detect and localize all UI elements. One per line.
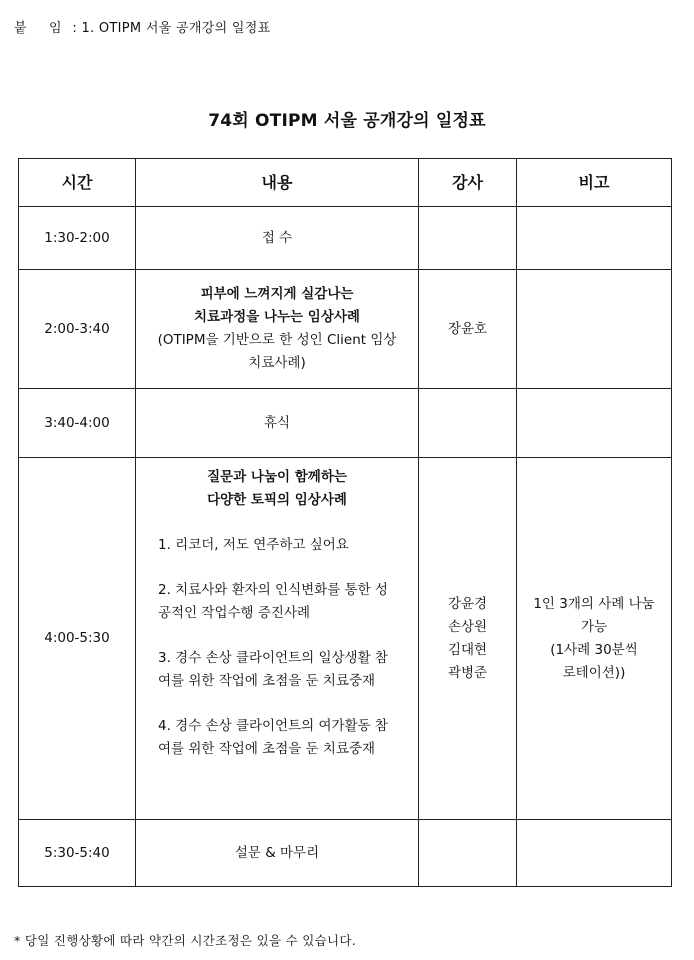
content-title-line: 질문과 나눔이 함께하는 — [207, 469, 347, 485]
row-lecturer: 장윤호 — [419, 270, 517, 389]
note-line: 가능 — [580, 618, 608, 635]
header-time: 시간 — [19, 159, 136, 207]
row-lecturer — [419, 207, 517, 270]
header-content: 내용 — [136, 159, 419, 207]
row-content — [136, 458, 419, 820]
content-sub-line: (OTIPM을 기반으로 한 성인 Client 임상 — [157, 332, 397, 348]
row-content: 접 수 — [136, 207, 419, 270]
attachment-text: : 1. OTIPM 서울 공개강의 일정표 — [72, 21, 271, 36]
row-note — [517, 458, 672, 820]
case-item: 1. 리코더, 저도 연주하고 싶어요 — [158, 537, 349, 553]
footnote: * 당일 진행상황에 따라 약간의 시간조정은 있을 수 있습니다. — [14, 933, 357, 948]
note-line: 로테이션)) — [562, 664, 626, 681]
table-row — [19, 207, 672, 270]
row-note — [517, 270, 672, 389]
row-time: 5:30-5:40 — [19, 820, 136, 887]
row-content — [136, 270, 419, 389]
content-sub-line: 치료사례) — [248, 355, 306, 371]
content-title-line: 피부에 느껴지게 실감나는 — [200, 286, 354, 302]
case-item: 2. 치료사와 환자의 인식변화를 통한 성공적인 작업수행 증진사례 — [158, 582, 388, 621]
table-row — [19, 820, 672, 887]
lecturer-name: 곽병준 — [447, 664, 488, 681]
table-row — [19, 270, 672, 389]
schedule-table — [18, 158, 672, 887]
row-time: 3:40-4:00 — [19, 389, 136, 458]
content-title-line: 다양한 토픽의 임상사례 — [207, 492, 347, 508]
row-note — [517, 207, 672, 270]
row-time: 4:00-5:30 — [19, 458, 136, 820]
case-item: 4. 경수 손상 클라이언트의 여가활동 참여를 위한 작업에 초점을 둔 치료중재 — [158, 718, 388, 757]
content-title-line: 치료과정을 나누는 임상사례 — [194, 309, 360, 325]
row-time: 2:00-3:40 — [19, 270, 136, 389]
header-lecturer: 강사 — [419, 159, 517, 207]
case-list — [136, 534, 418, 761]
note-line: (1사례 30분씩 — [550, 641, 638, 658]
row-content: 휴식 — [136, 389, 419, 458]
table-header-row — [19, 159, 672, 207]
lecturer-name: 김대현 — [447, 641, 488, 658]
row-lecturer — [419, 458, 517, 820]
row-note — [517, 389, 672, 458]
attachment-line — [14, 17, 270, 36]
lecturer-name: 손상원 — [447, 618, 488, 635]
table-row — [19, 389, 672, 458]
note-line: 1인 3개의 사례 나눔 — [533, 595, 655, 612]
row-note — [517, 820, 672, 887]
row-lecturer — [419, 820, 517, 887]
attachment-label: 붙 임 — [14, 21, 62, 36]
document-title: 74회 OTIPM 서울 공개강의 일정표 — [208, 111, 486, 131]
row-content: 설문 & 마무리 — [136, 820, 419, 887]
row-time: 1:30-2:00 — [19, 207, 136, 270]
table-row — [19, 458, 672, 820]
lecturer-name: 강윤경 — [447, 595, 488, 612]
row-lecturer — [419, 389, 517, 458]
header-note: 비고 — [517, 159, 672, 207]
case-item: 3. 경수 손상 클라이언트의 일상생활 참여를 위한 작업에 초점을 둔 치료중재 — [158, 650, 388, 689]
